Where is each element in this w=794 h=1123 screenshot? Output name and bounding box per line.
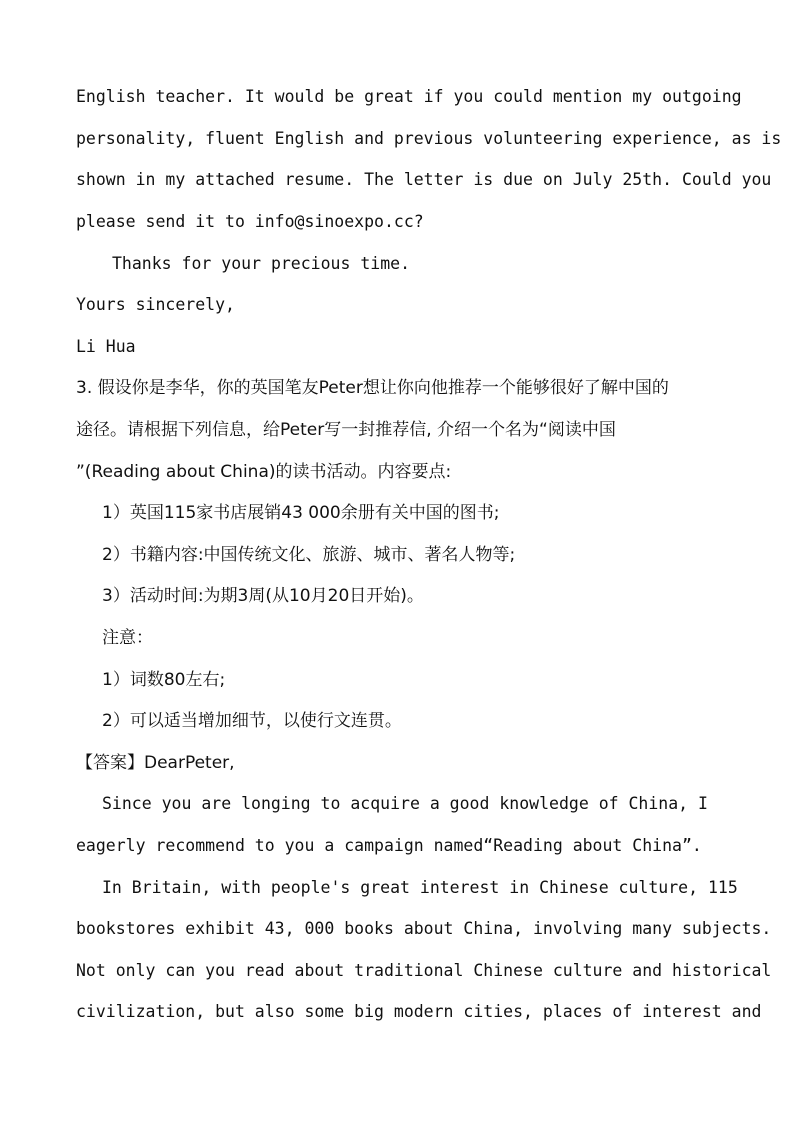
requirement-item: 2）书籍内容:中国传统文化、旅游、城市、著名人物等; <box>102 545 516 565</box>
letter-thanks-line: Thanks for your precious time. <box>112 254 411 273</box>
answer-heading: 【答案】DearPeter, <box>76 753 235 773</box>
letter-body-line: personality, fluent English and previous volunteering experience, as is <box>76 129 782 148</box>
requirement-item: 3）活动时间:为期3周(从10月20日开始)。 <box>102 586 424 606</box>
letter-body-line: please send it to info@sinoexpo.cc? <box>76 212 424 231</box>
answer-body-line: In Britain, with people's great interest in Chinese culture, 115 <box>102 878 738 897</box>
answer-body-line: eagerly recommend to you a campaign named“Reading about China”. <box>76 836 702 855</box>
letter-closing: Yours sincerely, <box>76 295 235 314</box>
letter-body-line: shown in my attached resume. The letter is due on July 25th. Could you <box>76 170 772 189</box>
question-prompt-line: 途径。请根据下列信息，给Peter写一封推荐信, 介绍一个名为“阅读中国 <box>76 420 616 440</box>
requirement-item: 1）英国115家书店展销43 000余册有关中国的图书; <box>102 503 500 523</box>
answer-body-line: Not only can you read about traditional Chinese culture and historical <box>76 961 772 980</box>
answer-body-line: Since you are longing to acquire a good knowledge of China, I <box>102 794 708 813</box>
question-prompt-line: 3. 假设你是李华，你的英国笔友Peter想让你向他推荐一个能够很好了解中国的 <box>76 378 669 398</box>
letter-signature: Li Hua <box>76 337 136 356</box>
answer-body-line: civilization, but also some big modern cities, places of interest and <box>76 1002 762 1021</box>
question-prompt-line: ”(Reading about China)的读书活动。内容要点: <box>76 462 452 482</box>
letter-body-line: English teacher. It would be great if you could mention my outgoing <box>76 87 742 106</box>
notes-heading: 注意： <box>102 628 153 648</box>
answer-body-line: bookstores exhibit 43, 000 books about China, involving many subjects. <box>76 919 772 938</box>
notes-item: 1）词数80左右; <box>102 670 226 690</box>
notes-item: 2）可以适当增加细节，以使行文连贯。 <box>102 711 402 731</box>
